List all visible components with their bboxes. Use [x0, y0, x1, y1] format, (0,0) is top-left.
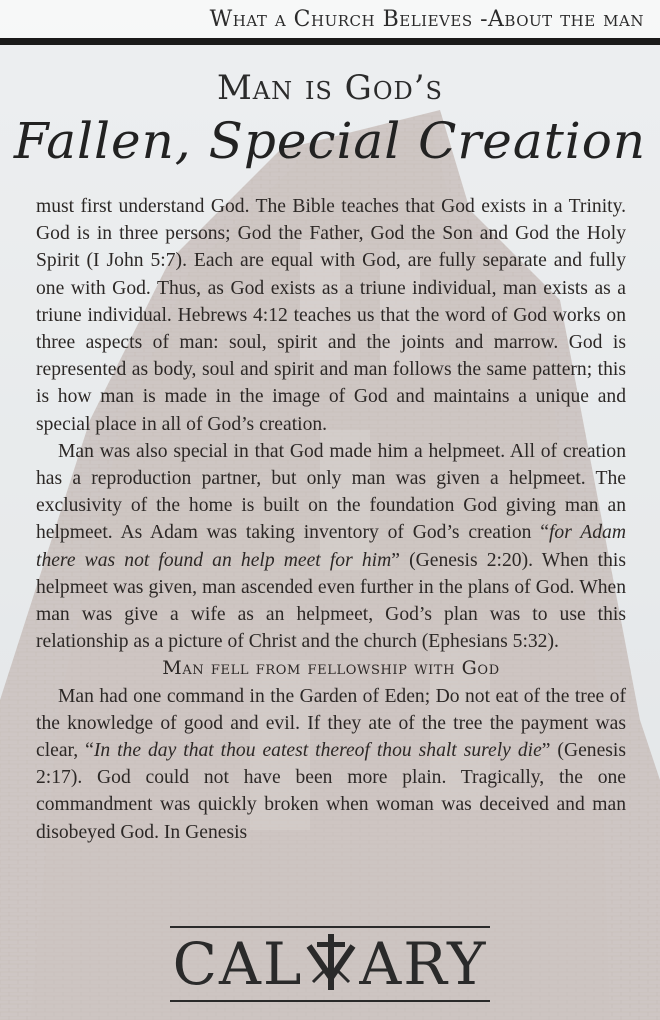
page-subtitle-script: Fallen, Special Creation — [13, 112, 647, 170]
header-title: What a Church Believes -About the man — [209, 7, 644, 32]
cross-and-nails-icon — [303, 932, 359, 992]
paragraph-helpmeet — [36, 438, 626, 656]
logo-rule-bottom — [170, 1000, 490, 1002]
header-bar — [0, 0, 660, 40]
paragraph-fall-text-end: ” (Genesis 2:17). God could not have been more plain. Tragically, the one commandment was quickly broken when woman was deceived and man disobeyed God. In Genesis — [36, 740, 626, 843]
page-title: Man is God’s — [216, 68, 443, 108]
header-divider — [0, 38, 660, 45]
section-heading: Man fell from fellowship with God — [162, 657, 500, 680]
paragraph-helpmeet-text: Man was also special in that God made him a helpmeet. All of creation has a reproduction partner, but only man was given a helpmeet. The exclusivity of the home is built on the foundation God giving man an helpmeet. As Adam was taking inventory of God’s creation “ — [36, 440, 626, 544]
logo-wordmark — [170, 928, 490, 1000]
paragraph-trinity: must first understand God. The Bible teaches that God exists in a Trinity. God is in three persons; God the Father, God the Son and God the Holy Spirit (I John 5:7). Each are equal with God, are fully separate and fully one with God. Thus, as God exists as a triune individual, man exists as a triune individual. Hebrews 4:12 teaches us that the word of God works on three aspects of man: soul, spirit and the joints and marrow. God is represented as body, soul and spirit and man follows the same pattern; this is how man is made in the image of God and maintains a unique and special place in all of God’s creation. — [36, 196, 626, 435]
calvary-logo — [170, 926, 490, 1006]
article-body — [36, 193, 626, 846]
paragraph-fall-text: Man had one command in the Garden of Eden; Do not eat of the tree of the knowledge of good and evil. If they ate of the tree the payment was clear, “ — [36, 685, 626, 762]
scripture-quote: for Adam there was not found an help meet for him — [36, 522, 627, 571]
logo-text-right: ARY — [359, 930, 488, 998]
paragraph-helpmeet-text-end: ” (Genesis 2:20). When this helpmeet was given, man ascended even further in the plans of God. When man was give a wife as an helpmeet, God’s plan was to use this relationship as a picture of Christ and the church (Ephesians 5:32). — [36, 549, 626, 653]
scripture-quote: In the day that thou eatest thereof thou shalt surely die — [93, 740, 542, 762]
paragraph-fall — [36, 683, 626, 846]
logo-text-left: CAL — [172, 930, 304, 998]
